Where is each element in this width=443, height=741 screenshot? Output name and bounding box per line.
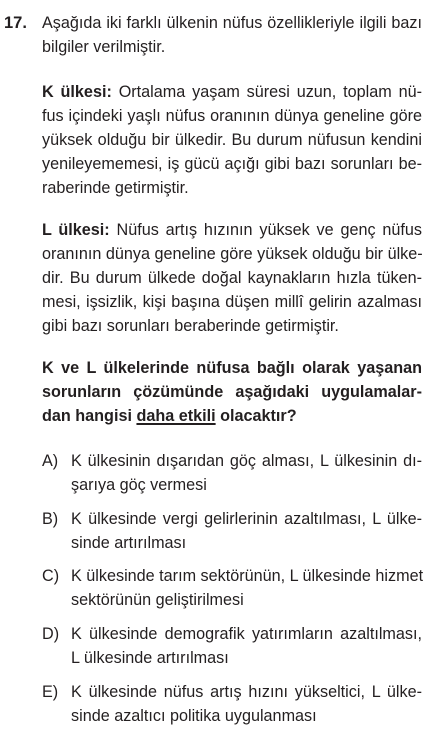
option-letter: D) <box>42 625 60 643</box>
prompt-line <box>42 404 422 428</box>
k-country-paragraph <box>42 80 422 200</box>
l-country-paragraph <box>42 218 422 338</box>
prompt-text: dan hangisi <box>42 407 137 425</box>
l-paragraph-line: gibi bazı sorunları beraberinde getirmiştir. <box>42 317 339 335</box>
intro-line: Aşağıda iki farklı ülkenin nüfus özellikleriyle ilgili bazı <box>42 14 422 32</box>
question-intro <box>42 11 422 59</box>
option-line: sinde azaltıcı politika uygulanması <box>71 707 317 725</box>
intro-line: bilgiler verilmiştir. <box>42 38 166 56</box>
option-letter: E) <box>42 683 59 701</box>
k-paragraph-text: Ortalama yaşam süresi uzun, toplam nü- <box>111 83 422 101</box>
option-line: K ülkesinde vergi gelirlerinin azaltılması, L ülke- <box>71 510 422 528</box>
prompt-emphasis: daha etkili <box>136 407 216 425</box>
option-text <box>71 449 422 497</box>
prompt-line: K ve L ülkelerinde nüfusa bağlı olarak yaşanan <box>42 359 422 377</box>
option-text <box>71 622 422 670</box>
option-letter: A) <box>42 452 59 470</box>
k-paragraph-line: raberinde getirmiştir. <box>42 179 189 197</box>
option-line: L ülkesinde artırılması <box>71 649 229 667</box>
l-paragraph-line: oranının dünya geneline göre yüksek olduğu bir ülke- <box>42 245 423 263</box>
option-line: sinde artırılması <box>71 534 187 552</box>
option-letter: C) <box>42 567 60 585</box>
k-paragraph-line: yüksek olduğu bir ülkedir. Bu durum nüfusun kendini <box>42 131 422 149</box>
option-line: şarıya göç vermesi <box>71 476 207 494</box>
l-paragraph-text: Nüfus artış hızının yüksek ve genç nüfus <box>109 221 422 239</box>
option-line: K ülkesinde demografik yatırımların azaltılması, <box>71 625 422 643</box>
option-text <box>71 564 422 612</box>
prompt-text: olacaktır? <box>215 407 297 425</box>
option-line: K ülkesinde nüfus artış hızını yükseltici, L ülke- <box>71 683 422 701</box>
l-paragraph-line: mesi, işsizlik, kişi başına düşen millî gelirin azalması <box>42 293 422 311</box>
option-line: K ülkesinin dışarıdan göç alması, L ülkesinin dı- <box>71 452 422 470</box>
option-text <box>71 507 422 555</box>
option-line: K ülkesinde tarım sektörünün, L ülkesinde hizmet <box>71 567 424 585</box>
k-paragraph-first-line <box>42 80 422 104</box>
l-country-label: L ülkesi: <box>42 221 110 239</box>
l-paragraph-line: dir. Bu durum ülkede doğal kaynakların hızla tüken- <box>42 269 422 287</box>
k-country-label: K ülkesi: <box>42 83 112 101</box>
option-letter: B) <box>42 510 59 528</box>
k-paragraph-line: fus içindeki yaşlı nüfus oranının dünya geneline göre <box>42 107 422 125</box>
option-line: sektörünün geliştirilmesi <box>71 591 244 609</box>
option-text <box>71 680 422 728</box>
k-paragraph-line: yenileyememesi, iş gücü açığı gibi bazı sorunları be- <box>42 155 422 173</box>
question-number: 17. <box>4 14 27 32</box>
question-prompt <box>42 356 422 428</box>
prompt-line: sorunların çözümünde aşağıdaki uygulamalar- <box>42 383 422 401</box>
l-paragraph-first-line <box>42 218 422 242</box>
